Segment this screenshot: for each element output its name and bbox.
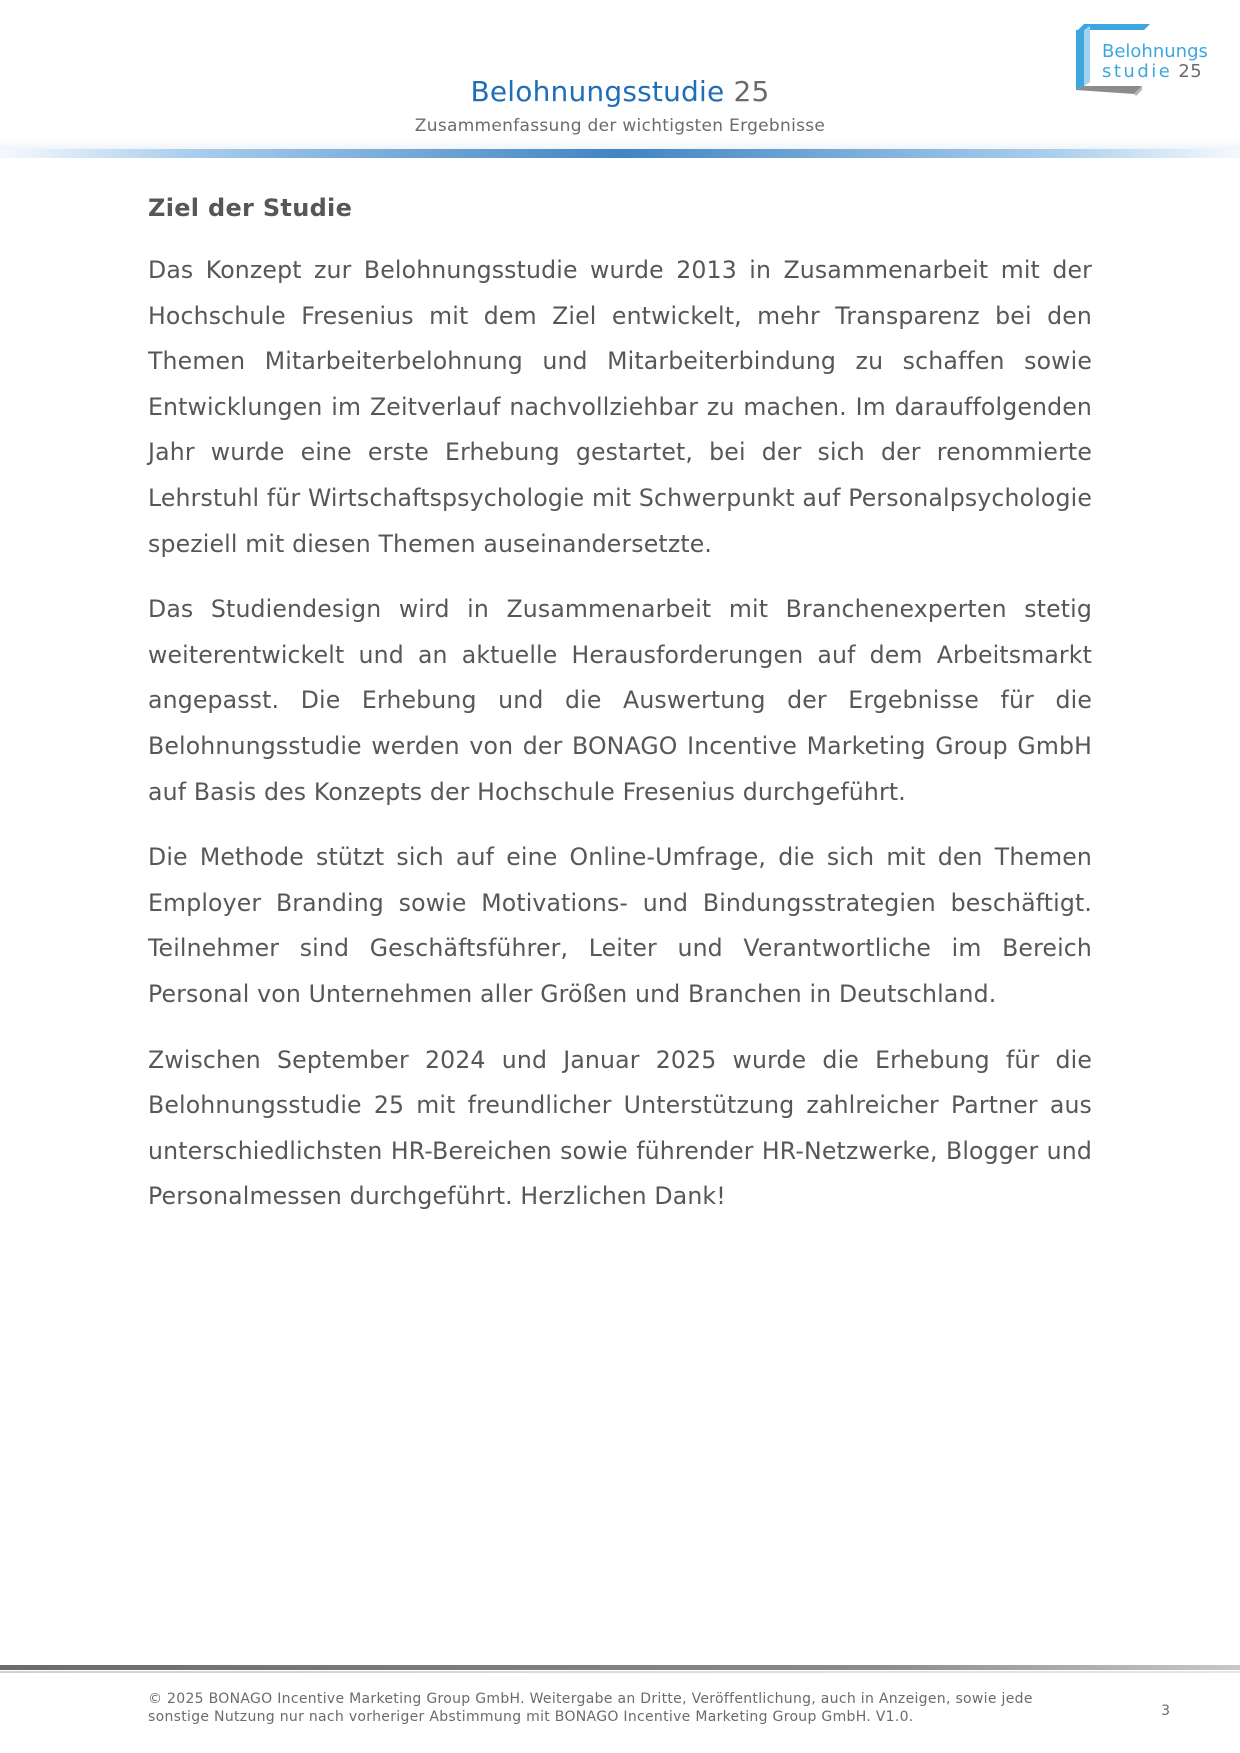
paragraph-1: Das Konzept zur Belohnungsstudie wurde 2013 in Zusammenarbeit mit der Hochschule Fresenius mit dem Ziel entwickelt, mehr Transparenz bei den Themen Mitarbeiterbelohnung und Mitarbeiterbindung zu schaffen sowie Entwicklungen im Zeitverlauf nachvollziehbar zu machen. Im darauffolgenden Jahr wurde eine erste Erhebung gestartet, bei der sich der renommierte Lehrstuhl für Wirtschaftspsychologie mit Schwerpunkt auf Personalpsychologie speziell mit diesen Themen auseinandersetzte. <box>148 256 1092 558</box>
footer-copyright <box>148 1690 1078 1726</box>
footer-line-2: sonstige Nutzung nur nach vorheriger Abstimmung mit BONAGO Incentive Marketing Group GmbH. V1.0. <box>148 1709 914 1725</box>
footer-divider-light <box>0 1671 1240 1673</box>
main-content <box>148 186 1092 1240</box>
paragraph-2: Das Studiendesign wird in Zusammenarbeit mit Branchenexperten stetig weiterentwickelt und an aktuelle Herausforderungen auf dem Arbeitsmarkt angepasst. Die Erhebung und die Auswertung der Ergebnisse für die Belohnungsstudie werden von der BONAGO Incentive Marketing Group GmbH auf Basis des Konzepts der Hochschule Fresenius durchgeführt. <box>148 595 1092 806</box>
paragraph-4: Zwischen September 2024 und Januar 2025 wurde die Erhebung für die Belohnungsstudie 25 mit freundlicher Unterstützung zahlreicher Partner aus unterschiedlichsten HR-Bereichen sowie führender HR-Netzwerke, Blogger und Personalmessen durchgeführt. Herzlichen Dank! <box>148 1045 1092 1211</box>
header-title-number: 25 <box>733 75 770 108</box>
logo-text-studie: studie <box>1102 61 1173 82</box>
footer-line-1: © 2025 BONAGO Incentive Marketing Group GmbH. Weitergabe an Dritte, Veröffentlichung, auch in Anzeigen, sowie jede <box>148 1691 1033 1707</box>
header-divider <box>0 149 1240 158</box>
page-number: 3 <box>1161 1703 1170 1719</box>
belohnungsstudie-logo <box>1072 22 1222 100</box>
page-header-title <box>0 72 1240 112</box>
logo-text-line1: Belohnungs <box>1102 41 1208 62</box>
footer-divider <box>0 1665 1240 1670</box>
section-heading: Ziel der Studie <box>148 194 353 222</box>
logo-text-number: 25 <box>1178 61 1203 82</box>
page-header-subtitle: Zusammenfassung der wichtigsten Ergebnisse <box>414 116 826 136</box>
paragraph-3: Die Methode stützt sich auf eine Online-Umfrage, die sich mit den Themen Employer Branding sowie Motivations- und Bindungsstrategien beschäftigt. Teilnehmer sind Geschäftsführer, Leiter und Verantwortliche im Bereich Personal von Unternehmen aller Größen und Branchen in Deutschland. <box>148 843 1092 1008</box>
header-shadow <box>0 140 1240 149</box>
logo-text-line2 <box>1102 62 1202 82</box>
header-title-main: Belohnungsstudie <box>470 75 725 108</box>
